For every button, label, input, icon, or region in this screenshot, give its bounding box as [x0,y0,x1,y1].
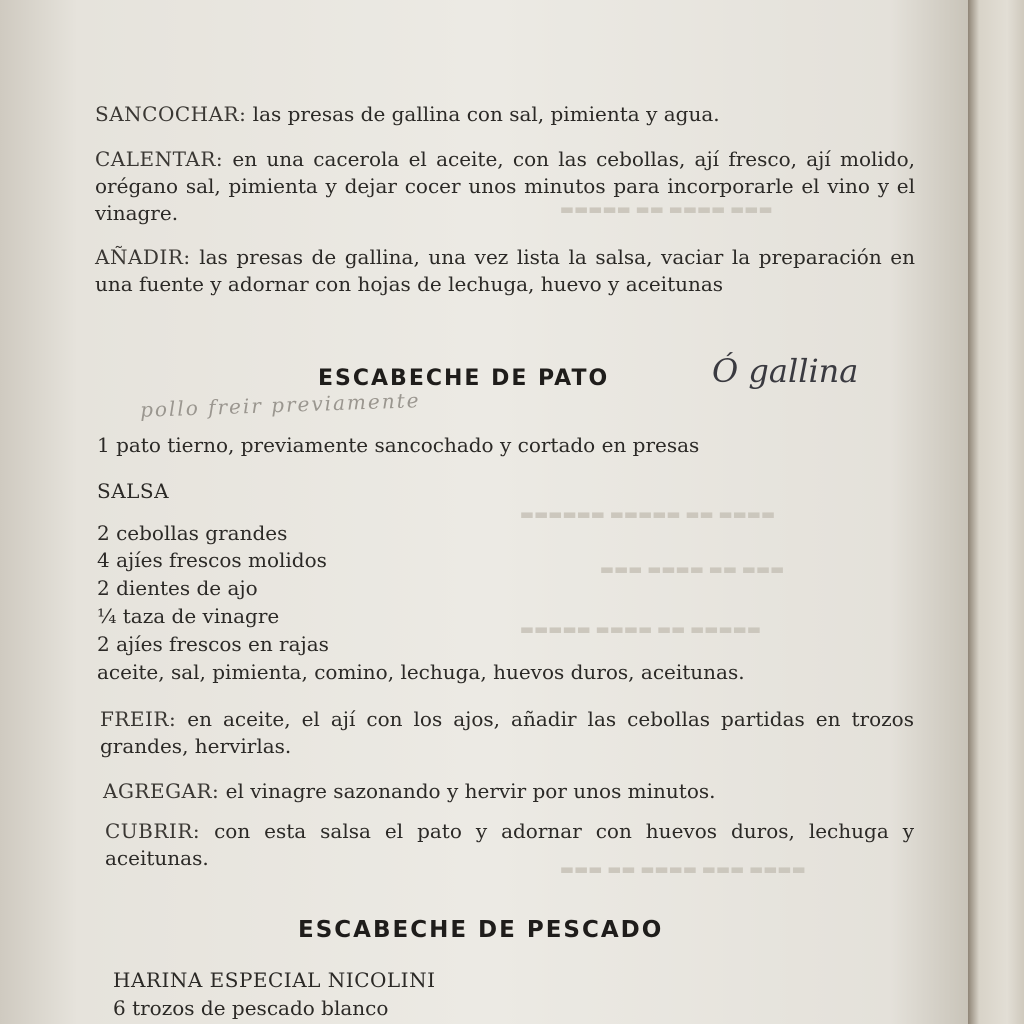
step-label: FREIR: [100,707,177,731]
bleed-through-text: ▬▬▬ ▬▬ ▬▬▬▬ ▬▬▬ [600,560,785,578]
ingredient-item: 2 cebollas grandes [97,521,288,545]
step-label: AGREGAR: [103,779,220,803]
ingredient-item: ¼ taza de vinagre [97,604,280,628]
bleed-through-text: ▬▬▬ ▬▬▬▬ ▬▬ ▬▬▬▬▬ [560,200,773,218]
step-text: con esta salsa el pato y adornar con huevos duros, lechuga y aceitunas. [105,819,914,870]
recipe-title-pescado: ESCABECHE DE PESCADO [298,917,664,943]
ingredient-item: 4 ajíes frescos molidos [97,548,327,572]
step-label: SANCOCHAR: [95,102,247,126]
ingredient-item: 2 dientes de ajo [97,576,258,600]
step-agregar [103,778,914,805]
ingredient-item: 2 ajíes frescos en rajas [97,632,329,656]
step-sancochar [95,101,915,128]
bleed-through-text: ▬▬▬▬ ▬▬ ▬▬▬▬▬ ▬▬▬▬▬▬ [520,505,776,523]
step-text: en aceite, el ají con los ajos, añadir las cebollas partidas en trozos grandes, hervirlas. [100,707,914,758]
step-calentar [95,146,915,227]
handwritten-pencil-note: pollo freir previamente [139,388,421,422]
step-text: las presas de gallina, una vez lista la salsa, vaciar la preparación en una fuente y adornar con hojas de lechuga, huevo y aceitunas [95,245,915,296]
step-label: CUBRIR: [105,819,201,843]
step-label: CALENTAR: [95,147,224,171]
adjacent-page-edge [968,0,1024,1024]
step-text: las presas de gallina con sal, pimienta y agua. [246,102,720,126]
bleed-through-text: ▬▬▬▬▬ ▬▬ ▬▬▬▬ ▬▬▬▬▬ [520,620,762,638]
handwritten-title-addition: Ó gallina [712,352,859,390]
step-anadir [95,244,915,298]
step-freir [100,706,914,760]
main-ingredient: 1 pato tierno, previamente sancochado y cortado en presas [97,433,700,457]
step-cubrir [105,818,914,872]
recipe-title-pato: ESCABECHE DE PATO [318,366,610,391]
ingredient-item: aceite, sal, pimienta, comino, lechuga, huevos duros, aceitunas. [97,660,745,684]
ingredient-item: 6 trozos de pescado blanco [113,996,389,1020]
step-text: en una cacerola el aceite, con las cebollas, ají fresco, ají molido, orégano sal, pimienta y dejar cocer unos minutos para incorporarle el vino y el vinagre. [95,147,915,225]
bleed-through-text: ▬▬▬▬ ▬▬▬ ▬▬▬▬ ▬▬ ▬▬▬ [560,860,806,878]
step-label: AÑADIR: [95,245,191,269]
sauce-heading: SALSA [97,479,170,503]
ingredient-item: HARINA ESPECIAL NICOLINI [113,968,436,992]
step-text: el vinagre sazonando y hervir por unos minutos. [219,779,716,803]
